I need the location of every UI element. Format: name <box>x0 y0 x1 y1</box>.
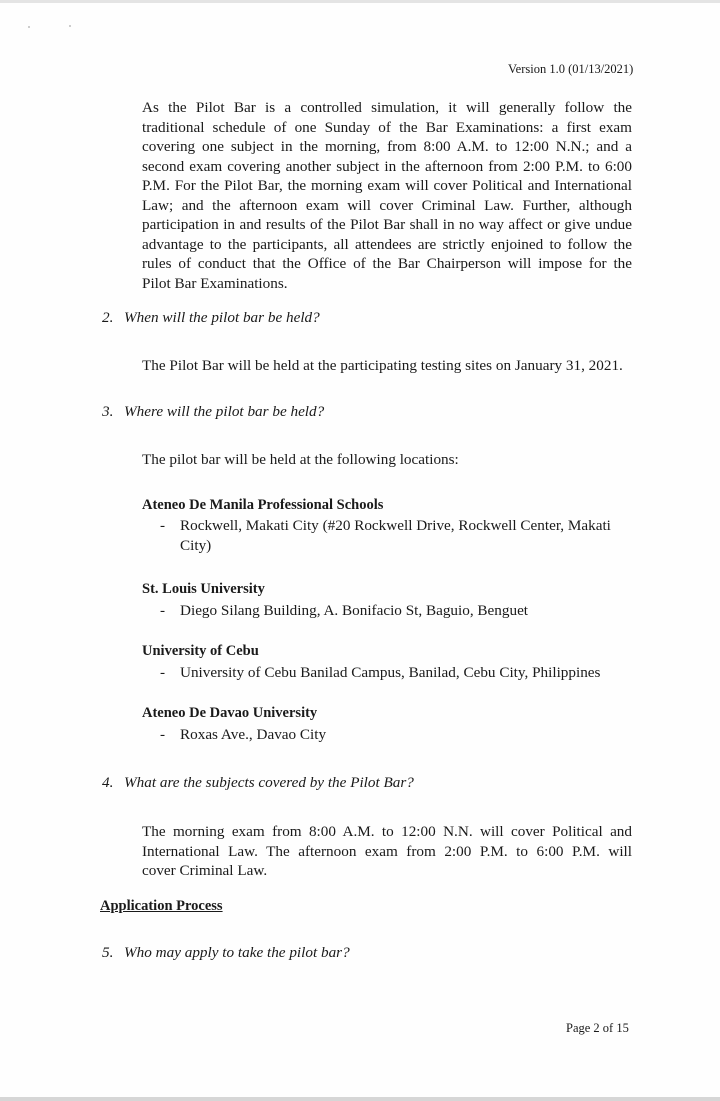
bullet-dash: - <box>160 664 166 681</box>
location-address <box>160 663 600 683</box>
scan-speck <box>69 25 71 27</box>
scan-speck <box>28 26 30 28</box>
paragraph-line: As the Pilot Bar is a controlled simulation, it will generally follow the <box>142 99 632 116</box>
paragraph-line: cover Criminal Law. <box>142 862 268 879</box>
version-label: Version 1.0 (01/13/2021) <box>508 62 634 76</box>
question-2 <box>102 309 320 327</box>
bottom-edge <box>0 1097 720 1101</box>
answer-3: The pilot bar will be held at the following locations: <box>142 451 459 468</box>
location-address <box>160 725 326 745</box>
location-address <box>160 601 528 621</box>
location-name: St. Louis University <box>142 581 265 597</box>
answer-4 <box>142 822 632 881</box>
question-number: 5. <box>102 944 114 961</box>
page-number: Page 2 of 15 <box>566 1021 629 1035</box>
location-name: Ateneo De Manila Professional Schools <box>142 497 384 513</box>
bullet-dash: - <box>160 602 166 619</box>
address-line: University of Cebu Banilad Campus, Banilad, Cebu City, Philippines <box>180 664 601 681</box>
address-line: City) <box>180 537 212 554</box>
location-name: Ateneo De Davao University <box>142 705 318 721</box>
bullet-dash: - <box>160 726 166 743</box>
paragraph-line: P.M. For the Pilot Bar, the morning exam will cover Political and International <box>142 177 632 194</box>
question-number: 2. <box>102 309 114 326</box>
question-number: 3. <box>102 403 114 420</box>
paragraph-line: participation in and results of the Pilot Bar shall in no way affect or give undue <box>142 216 632 233</box>
bullet-dash: - <box>160 517 166 534</box>
paragraph-line: The morning exam from 8:00 A.M. to 12:00 N.N. will cover Political and <box>142 823 632 840</box>
location-address <box>160 516 611 556</box>
paragraph-line: rules of conduct that the Office of the Bar Chairperson will impose for the <box>142 255 632 272</box>
paragraph-line: Law; and the afternoon exam will cover Criminal Law. Further, although <box>142 196 632 214</box>
section-heading: Application Process <box>100 898 223 914</box>
question-4 <box>102 774 414 792</box>
question-number: 4. <box>102 774 114 791</box>
address-line: Roxas Ave., Davao City <box>180 726 327 743</box>
paragraph-line: Pilot Bar Examinations. <box>142 274 288 292</box>
question-3 <box>102 403 324 421</box>
question-5 <box>102 944 350 962</box>
answer-2: The Pilot Bar will be held at the participating testing sites on January 31, 2021. <box>142 357 623 374</box>
paragraph-line: covering one subject in the morning, from 8:00 A.M. to 12:00 N.N.; and a <box>142 138 632 155</box>
question-text: When will the pilot bar be held? <box>124 309 320 326</box>
paragraph-line: advantage to the participants, all attendees are strictly enjoined to follow the <box>142 235 632 253</box>
paragraph-line: traditional schedule of one Sunday of the Bar Examinations: a first exam <box>142 118 632 136</box>
address-line: Rockwell, Makati City (#20 Rockwell Drive, Rockwell Center, Makati <box>180 517 611 534</box>
paragraph-line: International Law. The afternoon exam from 2:00 P.M. to 6:00 P.M. will <box>142 842 632 860</box>
question-text: What are the subjects covered by the Pilot Bar? <box>124 774 414 791</box>
location-name: University of Cebu <box>142 643 259 659</box>
intro-paragraph <box>142 98 632 293</box>
paragraph-line: second exam covering another subject in the afternoon from 2:00 P.M. to 6:00 <box>142 157 632 175</box>
question-text: Who may apply to take the pilot bar? <box>124 944 350 961</box>
question-text: Where will the pilot bar be held? <box>124 403 325 420</box>
address-line: Diego Silang Building, A. Bonifacio St, Baguio, Benguet <box>180 602 529 619</box>
